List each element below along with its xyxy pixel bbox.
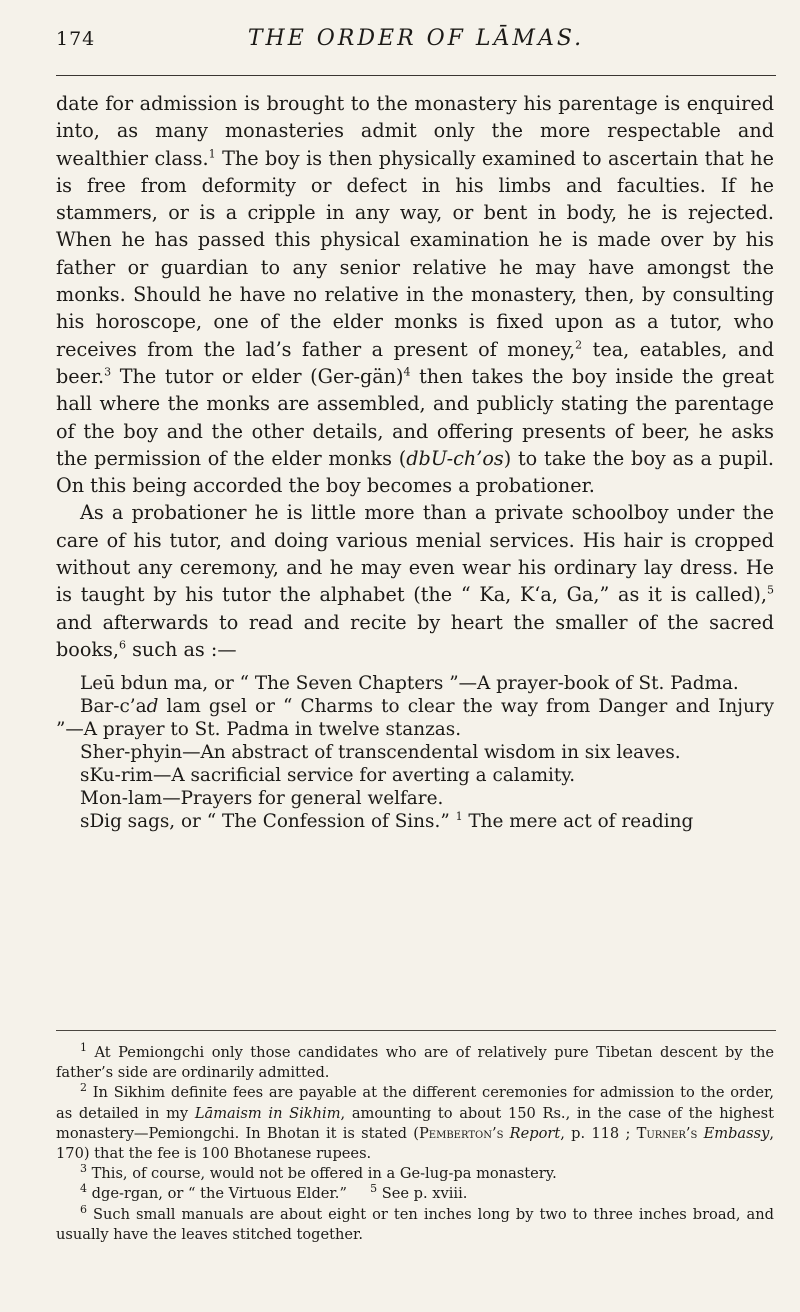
p2-text-3: such as :— [125, 637, 237, 661]
running-title: THE ORDER OF LĀMAS. [247, 26, 585, 51]
paragraph-1 [56, 90, 774, 499]
footnote-2-italic-1: Lāmaism in Sikhim [194, 1104, 341, 1122]
footnote-2-text-1: In Sikhim definite fees are payable at the different ceremonies for admission to the order, as detailed in my [56, 1084, 774, 1122]
main-text [56, 90, 774, 833]
footnote-5-text: See p. xviii. [377, 1185, 468, 1203]
footnote-ref-3: 3 [104, 365, 112, 379]
footnote-4-number: 4 [80, 1182, 87, 1196]
header-rule [56, 75, 776, 76]
footnote-2-text-6: , 170) that the fee is 100 Bhotanese rupees. [56, 1124, 774, 1163]
footnote-rule [56, 1030, 776, 1031]
footnote-2-text-4: , p. 118 ; [560, 1124, 637, 1142]
book-6-b: The mere act of reading [462, 811, 694, 833]
footnote-4-5 [56, 1184, 774, 1204]
list-item [56, 764, 774, 787]
list-item [56, 741, 774, 764]
page-number: 174 [56, 28, 96, 50]
footnote-6-text: Such small manuals are about eight or ten inches long by two to three inches broad, and usually have the leaves stitched together. [56, 1205, 774, 1243]
p1-text-5: then takes the boy inside the great hall where the monks are assembled, and publicly stating the parentage of the boy and the other details, and offering presents of beer, he asks the permission of the elder monks ( [56, 364, 774, 470]
p1-text-3: tea, eatables, and beer. [56, 337, 774, 388]
footnote-ref-5: 5 [767, 583, 774, 597]
footnote-ref-next-1: 1 [455, 810, 463, 824]
footnote-1-number: 1 [80, 1041, 87, 1055]
footnote-3-text: This, of course, would not be offered in a Ge-lug-pa monastery. [87, 1165, 557, 1183]
list-item [56, 810, 774, 833]
footnote-2-text-2: , amounting to about 150 Rs., in the case of the highest monastery—Pemiongchi. In Bhotan it is stated ( [56, 1104, 774, 1142]
book-1: Leū bdun ma, or “ The Seven Chapters ”—A prayer-book of St. Padma. [80, 673, 739, 695]
footnote-4-text: dge-rgan, or “ the Virtuous Elder.” [87, 1185, 347, 1203]
p1-italic-term: dbU-ch’os [406, 446, 504, 470]
footnote-3-number: 3 [80, 1162, 87, 1176]
footnotes [56, 1043, 774, 1245]
book-4: sKu-rim—A sacrificial service for averting a calamity. [80, 765, 576, 787]
footnote-ref-4: 4 [403, 365, 411, 379]
book-2-a: Bar-c’a [80, 696, 147, 718]
book-6-a: sDig sags, or “ The Confession of Sins.” [80, 811, 456, 833]
footnote-2-italic-2: Report [509, 1124, 561, 1142]
list-item [56, 787, 774, 810]
footnote-5-number: 5 [370, 1182, 378, 1196]
footnote-2-smallcaps-1: Pemberton’s [418, 1124, 504, 1142]
book-2-italic: d [146, 696, 159, 718]
footnote-6 [56, 1202, 774, 1245]
list-item [56, 672, 774, 695]
p1-text-6: ) to take the boy as a pupil. On this being accorded the boy becomes a probationer. [56, 446, 774, 498]
page-header [56, 22, 776, 62]
footnote-2-number: 2 [80, 1081, 87, 1095]
p1-text-1: date for admission is brought to the monastery his parentage is enquired into, as many monasteries admit only the more respectable and wealthier class. [56, 92, 774, 170]
book-5: Mon-lam—Prayers for general welfare. [80, 788, 444, 810]
footnote-1-text: At Pemiongchi only those candidates who are of relatively pure Tibetan descent by the father’s side are ordinarily admitted. [56, 1044, 774, 1082]
book-3: Sher-phyin—An abstract of transcendental wisdom in six leaves. [80, 742, 681, 764]
p1-text-2: The boy is then physically examined to ascertain that he is free from deformity or defect in his limbs and faculties. If he stammers, or is a cripple in any way, or bent in body, he is rejected. When he has passed this physical examination he is made over by his father or guardian to any senior relative he may have amongst the monks. Should he have no relative in the monastery, then, by consulting his horoscope, one of the elder monks is fixed upon as a tutor, who receives from the lad’s father a present of money, [56, 146, 774, 361]
footnote-ref-1: 1 [208, 147, 216, 161]
paragraph-2 [56, 499, 774, 663]
footnote-3 [56, 1164, 774, 1184]
footnote-ref-2: 2 [575, 338, 583, 352]
footnote-ref-6: 6 [118, 638, 126, 652]
footnote-2 [56, 1083, 774, 1164]
p2-text-1: As a probationer he is little more than a private schoolboy under the care of his tutor, and doing various menial services. His hair is cropped without any ceremony, and he may even wear his ordinary lay dress. He is taught by his tutor the alphabet (the “ Ka, K‘a, Ga,” as it is called), [56, 501, 774, 607]
p2-text-2: and afterwards to read and recite by heart the smaller of the sacred books, [56, 610, 774, 661]
sacred-books-list [56, 672, 774, 833]
footnote-6-number: 6 [80, 1202, 87, 1216]
footnote-2-italic-3: Embassy [703, 1124, 770, 1142]
list-item [56, 695, 774, 741]
book-2-b: lam gsel or “ Charms to clear the way from Danger and Injury ”—A prayer to St. Padma in twelve stanzas. [56, 696, 774, 741]
footnote-1 [56, 1043, 774, 1083]
footnote-2-smallcaps-2: Turner’s [636, 1124, 698, 1142]
p1-text-4: The tutor or elder (Ger-gän) [111, 364, 404, 388]
